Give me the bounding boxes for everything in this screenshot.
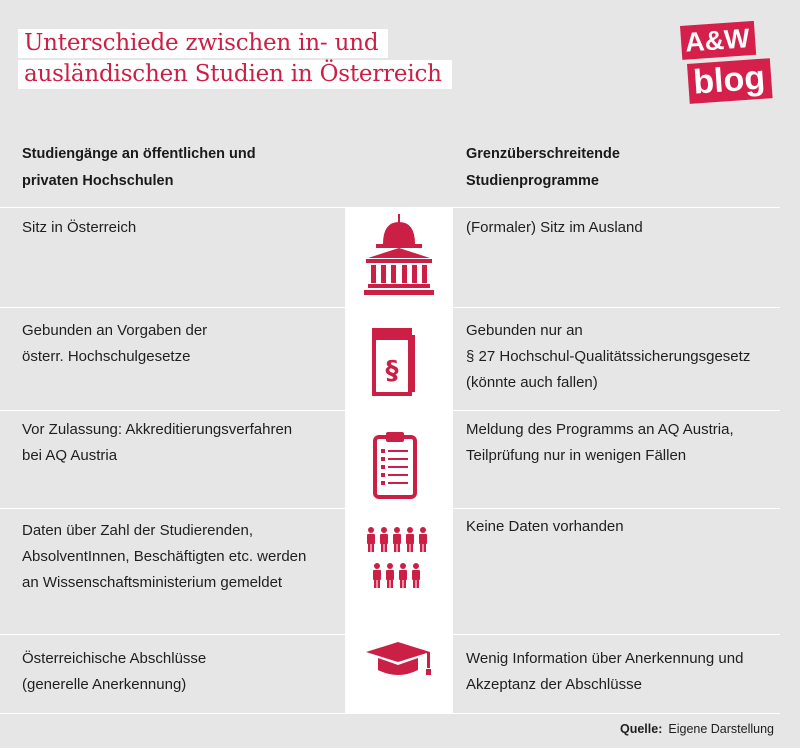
title-line-1: Unterschiede zwischen in- und <box>18 29 388 58</box>
svg-text:§: § <box>385 356 399 386</box>
row-4-left: Daten über Zahl der Studierenden, AbsolventInnen, Beschäftigten etc. werden an Wissenschaftsministerium gemeldet <box>22 522 307 591</box>
row-divider <box>0 508 780 509</box>
row-2-left: Gebunden an Vorgaben der österr. Hochschulgesetze <box>22 322 208 365</box>
source-label: Quelle: <box>620 722 663 736</box>
header-right <box>466 141 766 195</box>
university-building-icon <box>364 212 434 296</box>
row-divider <box>0 713 780 714</box>
row-divider <box>0 410 780 411</box>
title-line-2: ausländischen Studien in Österreich <box>18 60 452 89</box>
row-divider <box>0 307 780 308</box>
header-left-line-2: privaten Hochschulen <box>22 173 174 189</box>
header-right-line-2: Studienprogramme <box>466 173 599 189</box>
logo-bottom-text: blog <box>687 58 772 104</box>
graduation-cap-icon <box>366 640 434 682</box>
source-note <box>620 722 774 736</box>
page-title <box>18 29 452 89</box>
source-text: Eigene Darstellung <box>668 722 774 736</box>
row-1-left: Sitz in Österreich <box>22 219 137 236</box>
clipboard-checklist-icon <box>372 430 418 500</box>
row-divider <box>0 207 780 208</box>
row-5-right: Wenig Information über Anerkennung und Akzeptanz der Abschlüsse <box>466 650 744 693</box>
row-3-left: Vor Zulassung: Akkreditierungsverfahren bei AQ Austria <box>22 421 293 464</box>
row-4-right: Keine Daten vorhanden <box>466 518 624 535</box>
law-book-icon <box>371 327 417 397</box>
row-2-right: Gebunden nur an § 27 Hochschul-Qualitätssicherungsgesetz (könnte auch fallen) <box>466 322 751 391</box>
header-left-line-1: Studiengänge an öffentlichen und <box>22 146 256 162</box>
header-left <box>22 141 322 195</box>
row-1-right: (Formaler) Sitz im Ausland <box>466 219 643 236</box>
aw-blog-logo[interactable] <box>680 23 776 110</box>
header-right-line-1: Grenzüberschreitende <box>466 146 620 162</box>
row-3-right: Meldung des Programms an AQ Austria, Teilprüfung nur in wenigen Fällen <box>466 421 734 464</box>
people-group-icon <box>366 525 432 595</box>
logo-top-text: A&W <box>680 21 757 60</box>
row-5-left: Österreichische Abschlüsse (generelle Anerkennung) <box>22 650 207 693</box>
row-divider <box>0 634 780 635</box>
